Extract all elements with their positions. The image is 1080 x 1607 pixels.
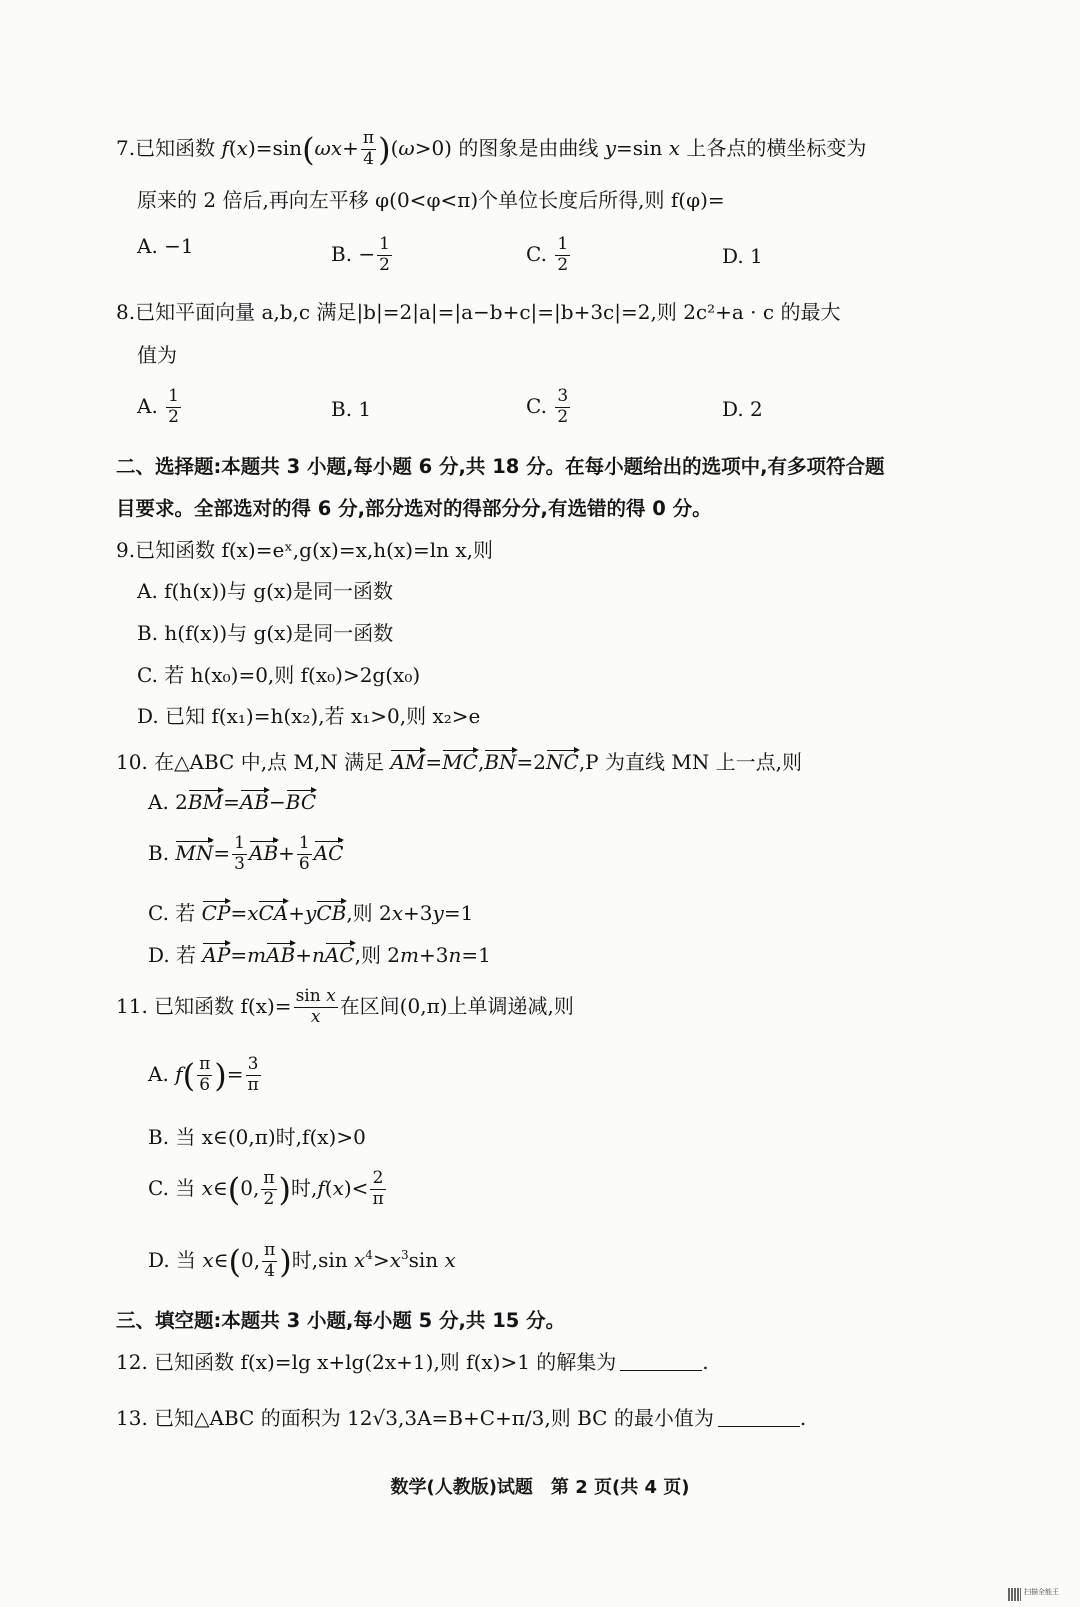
section3-heading: 三、填空题:本题共 3 小题,每小题 5 分,共 15 分。 [116, 1309, 566, 1332]
q7-option-c-text: C. [526, 241, 554, 266]
q11-stem-end: 在区间(0,π)上单调递减,则 [339, 993, 574, 1018]
q11-option-b: B. 当 x∈(0,π)时,f(x)>0 [148, 1125, 366, 1149]
q10-option-c: C. 若 CP=xCA+yCB,则 2x+3y=1 [148, 901, 474, 925]
q10-stem-end: ,P 为直线 MN 上一点,则 [578, 750, 803, 774]
q7-curve: y=sin x [604, 135, 680, 160]
q10-stem [116, 752, 802, 772]
q8-line1: 8.已知平面向量 a,b,c 满足|b|=2|a|=|a−b+c|=|b+3c|=2,则 2c²+a · c 的最大 [116, 300, 841, 324]
q7-func: f(x)=sin(ωx+ $\frac{\pi}{4}$ )(ω>0) [221, 128, 452, 169]
q8-option-a: A. $\frac{1}{2}$ [137, 386, 179, 427]
q11-option-a: A. f( $\frac{\pi}{6}$ )= $\frac{3}{\pi}$ [148, 1054, 259, 1095]
q8-option-c-text: C. [526, 393, 554, 418]
q13-line: 13. 已知△ABC 的面积为 12√3,3A=B+C+π/3,则 BC 的最小值为 . [116, 1406, 807, 1430]
q7-line2: 原来的 2 倍后,再向左平移 φ(0<φ<π)个单位长度后所得,则 f(φ)= [137, 188, 725, 212]
q9-option-d: D. 已知 f(x₁)=h(x₂),若 x₁>0,则 x₂>e [137, 704, 481, 728]
q11-option-c: C. 当 x∈(0, $\frac{\pi}{2}$ )时,f(x)< $\frac{2}{\pi}$ [148, 1168, 384, 1209]
q10-option-a: A. 2BM=AB−BC [148, 790, 317, 814]
q7-option-c: C. $\frac{1}{2}$ [526, 234, 569, 275]
q11-option-c-text: C. 当 [148, 1175, 202, 1200]
q11-stem-start: 11. 已知函数 f(x)= [116, 993, 292, 1018]
q7-stem-start: 7.已知函数 [116, 135, 216, 160]
q10-option-b: B. MN= $\frac{1}{3}$ AB+ $\frac{1}{6}$ AC [148, 833, 344, 874]
q7-stem-mid: 的图象是由曲线 [458, 135, 599, 160]
q10-stem-start: 10. 在△ABC 中,点 M,N 满足 [116, 750, 385, 774]
q7-option-d: D. 1 [722, 244, 763, 268]
q9-option-a: A. f(h(x))与 g(x)是同一函数 [137, 579, 393, 603]
q7-option-b: B. − $\frac{1}{2}$ [331, 234, 390, 275]
q11-fraction: $\frac{\text{sin x}}{x}$ [295, 986, 336, 1027]
q12-answer-blank[interactable] [620, 1370, 702, 1371]
q7-option-a [137, 236, 194, 256]
q7-stem-end: 上各点的横坐标变为 [686, 135, 867, 160]
q8-line2: 值为 [137, 343, 177, 367]
q7-option-a-text: A. −1 [137, 234, 194, 258]
section2-instructions: 目要求。全部选对的得 6 分,部分选对的得部分分,有选错的得 0 分。 [116, 497, 712, 520]
q9-stem: 9.已知函数 f(x)=eˣ,g(x)=x,h(x)=ln x,则 [116, 538, 494, 562]
q10-option-d: D. 若 AP=mAB+nAC,则 2m+3n=1 [148, 943, 491, 967]
q7-option-b-text: B. − [331, 241, 376, 266]
q11-stem [116, 988, 574, 1027]
q9-option-c: C. 若 h(x₀)=0,则 f(x₀)>2g(x₀) [137, 663, 421, 687]
section2-heading: 二、选择题:本题共 3 小题,每小题 6 分,共 18 分。在每小题给出的选项中,有多项符合题 [116, 455, 885, 478]
q11-option-d: D. 当 x∈(0, $\frac{\pi}{4}$ )时,sin $x^4>x^3\sin$ x [148, 1240, 456, 1281]
q8-option-d: D. 2 [722, 397, 763, 421]
q7-line1 [116, 130, 866, 169]
q12-text: 12. 已知函数 f(x)=lg x+lg(2x+1),则 f(x)>1 的解集为 [116, 1350, 617, 1374]
page-footer: 数学(人教版)试题 第 2 页(共 4 页) [390, 1477, 690, 1498]
q13-answer-blank[interactable] [718, 1426, 800, 1427]
q13-text: 13. 已知△ABC 的面积为 12√3,3A=B+C+π/3,则 BC 的最小值为 [116, 1406, 714, 1430]
q9-option-b: B. h(f(x))与 g(x)是同一函数 [137, 621, 394, 645]
q12-line: 12. 已知函数 f(x)=lg x+lg(2x+1),则 f(x)>1 的解集为 . [116, 1350, 709, 1374]
scanner-watermark: 扫描全能王 [1024, 1588, 1059, 1596]
q8-option-c: C. $\frac{3}{2}$ [526, 386, 569, 427]
q11-option-d-text: D. 当 [148, 1247, 203, 1272]
q10-conditions: AM=MC,BN=2NC [390, 750, 579, 774]
qr-code-icon [1008, 1588, 1021, 1601]
q8-option-b: B. 1 [331, 397, 372, 421]
q8-option-a-text: A. [137, 393, 165, 418]
q11-option-a-text: A. [148, 1061, 176, 1086]
